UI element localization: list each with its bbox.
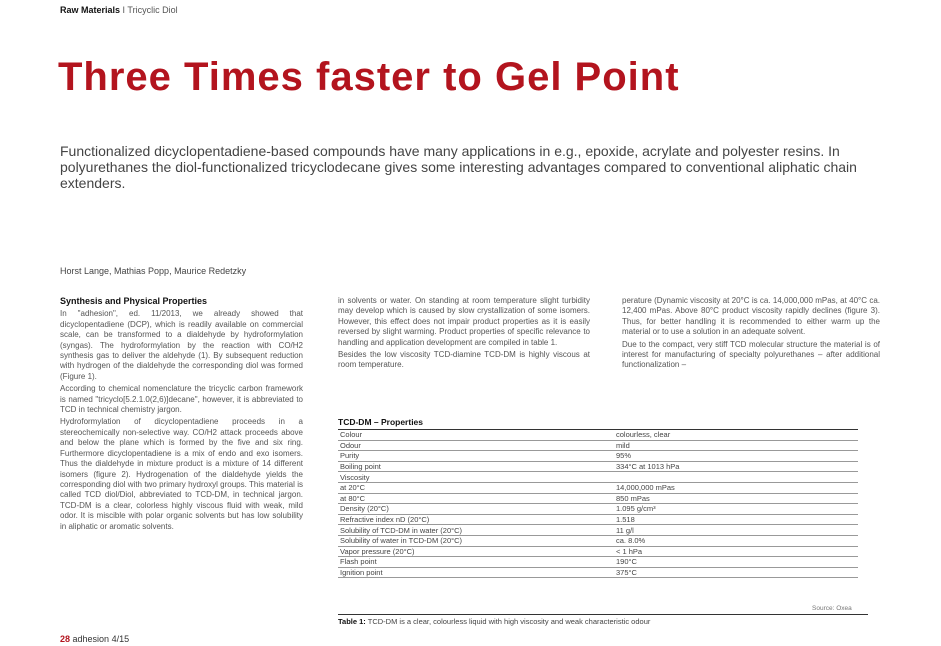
table-row — [338, 472, 858, 483]
property-name: Solubility of TCD-DM in water (20°C) — [338, 525, 614, 536]
column-3 — [622, 296, 880, 396]
property-value: colourless, clear — [614, 430, 858, 441]
property-name: Vapor pressure (20°C) — [338, 546, 614, 557]
table-row — [338, 525, 858, 536]
caption-label: Table 1: — [338, 617, 366, 626]
property-value: 375°C — [614, 567, 858, 578]
body-paragraph: Due to the compact, very stiff TCD molecular structure the material is of interest for manufacturing of specialty polyurethanes – after additional functionalization – — [622, 339, 880, 370]
article-title: Three Times faster to Gel Point — [58, 55, 680, 99]
table-row — [338, 567, 858, 578]
property-value: 190°C — [614, 557, 858, 568]
topic-label: Tricyclic Diol — [127, 5, 178, 15]
table-caption — [338, 614, 868, 626]
properties-table — [338, 429, 858, 578]
property-name: at 80°C — [338, 493, 614, 504]
table-source: Source: Oxea — [812, 605, 852, 612]
table-row — [338, 482, 858, 493]
property-name: Density (20°C) — [338, 504, 614, 515]
property-value: 1.518 — [614, 514, 858, 525]
body-paragraph: Hydroformylation of dicyclopentadiene proceeds in a stereochemically non-selective way. CO/H2 attack proceeds above and below the plane which is formed by the five and six ring. Furthermore dicyclopentadiene is a mix of endo and exo isomers. Thus the dialdehyde in mixture product is a mixture of 14 different isomers (figure 2). Hydrogenation of the dialdehyde yields the corresponding diol with two primary hydroxyl groups. This material is called TCD diol/Diol, abbreviated to TCD-DM, in technical jargon. TCD-DM is a clear, colorless highly viscous fluid with weak, mild odor. It is miscible with polar organic solvents but has low solubility in aliphatic or aromatic solvents. — [60, 417, 303, 531]
property-name: Flash point — [338, 557, 614, 568]
table-row — [338, 546, 858, 557]
property-value: 11 g/l — [614, 525, 858, 536]
property-value: 1.095 g/cm³ — [614, 504, 858, 515]
authors-line: Horst Lange, Mathias Popp, Maurice Redetzky — [60, 266, 247, 276]
lead-paragraph: Functionalized dicyclopentadiene-based compounds have many applications in e.g., epoxide, acrylate and polyester resins. In polyurethanes the diol-functionalized tricyclodecane gives some interesting advantages compared to conventional aliphatic chain extenders. — [60, 143, 857, 191]
property-name: Viscosity — [338, 472, 614, 483]
page-footer — [60, 634, 129, 644]
property-name: Colour — [338, 430, 614, 441]
table-title: TCD-DM – Properties — [338, 417, 424, 427]
property-value: 95% — [614, 451, 858, 462]
page-number: 28 — [60, 634, 71, 644]
body-paragraph: According to chemical nomenclature the tricyclic carbon framework is named "tricyclo[5.2.1.0(2,6)]decane", however, it is abbreviated to TCD in technical chemistry jargon. — [60, 384, 303, 415]
section-heading: Synthesis and Physical Properties — [60, 296, 208, 306]
table-row — [338, 430, 858, 441]
table-row — [338, 514, 858, 525]
property-name: at 20°C — [338, 482, 614, 493]
body-paragraph: in solvents or water. On standing at room temperature slight turbidity may develop which is caused by slow crystallization of some isomers. However, this effect does not impair product properties as it is easily reversed by slight warming. Product properties of specific relevance to handling and application development are compiled in table 1. — [338, 296, 590, 347]
property-name: Solubility of water in TCD-DM (20°C) — [338, 535, 614, 546]
table-row — [338, 535, 858, 546]
table-row — [338, 504, 858, 515]
property-value — [614, 472, 858, 483]
running-header — [60, 5, 178, 15]
table-row — [338, 557, 858, 568]
section-label: Raw Materials — [60, 5, 121, 15]
property-name: Purity — [338, 451, 614, 462]
property-name: Ignition point — [338, 567, 614, 578]
property-value: mild — [614, 440, 858, 451]
body-paragraph: perature (Dynamic viscosity at 20°C is ca. 14,000,000 mPas, at 40°C ca. 12,400 mPas. Above 80°C product viscosity rapidly declines (figure 3). Thus, for better handling it is recommended to either warm up the material or to use a solution in an adequate solvent. — [622, 296, 880, 337]
table-row — [338, 493, 858, 504]
body-paragraph: Besides the low viscosity TCD-diamine TCD-DM is highly viscous at room temperature. — [338, 350, 590, 370]
caption-text: TCD-DM is a clear, colourless liquid with high viscosity and weak characteristic odour — [367, 617, 651, 626]
column-1 — [60, 296, 303, 622]
property-value: 334°C at 1013 hPa — [614, 461, 858, 472]
property-value: 14,000,000 mPas — [614, 482, 858, 493]
property-name: Boiling point — [338, 461, 614, 472]
property-value: < 1 hPa — [614, 546, 858, 557]
property-value: 850 mPas — [614, 493, 858, 504]
property-name: Odour — [338, 440, 614, 451]
table-row — [338, 451, 858, 462]
property-value: ca. 8.0% — [614, 535, 858, 546]
table-row — [338, 440, 858, 451]
header-separator: I — [122, 5, 126, 15]
body-paragraph: In "adhesion", ed. 11/2013, we already showed that dicyclopentadiene (DCP), which is readily available on commercial scale, can be transformed to a dialdehyde by hydroformylation (syngas). The hydroformylation by the reaction with CO/H2 synthesis gas to deliver the aldehyde (1). By subsequent reduction with hydrogen of the dialdehyde the corresponding diol was formed (Figure 1). — [60, 309, 303, 381]
table-row — [338, 461, 858, 472]
magazine-name: adhesion 4/15 — [72, 634, 130, 644]
property-name: Refractive index nD (20°C) — [338, 514, 614, 525]
column-2 — [338, 296, 590, 396]
